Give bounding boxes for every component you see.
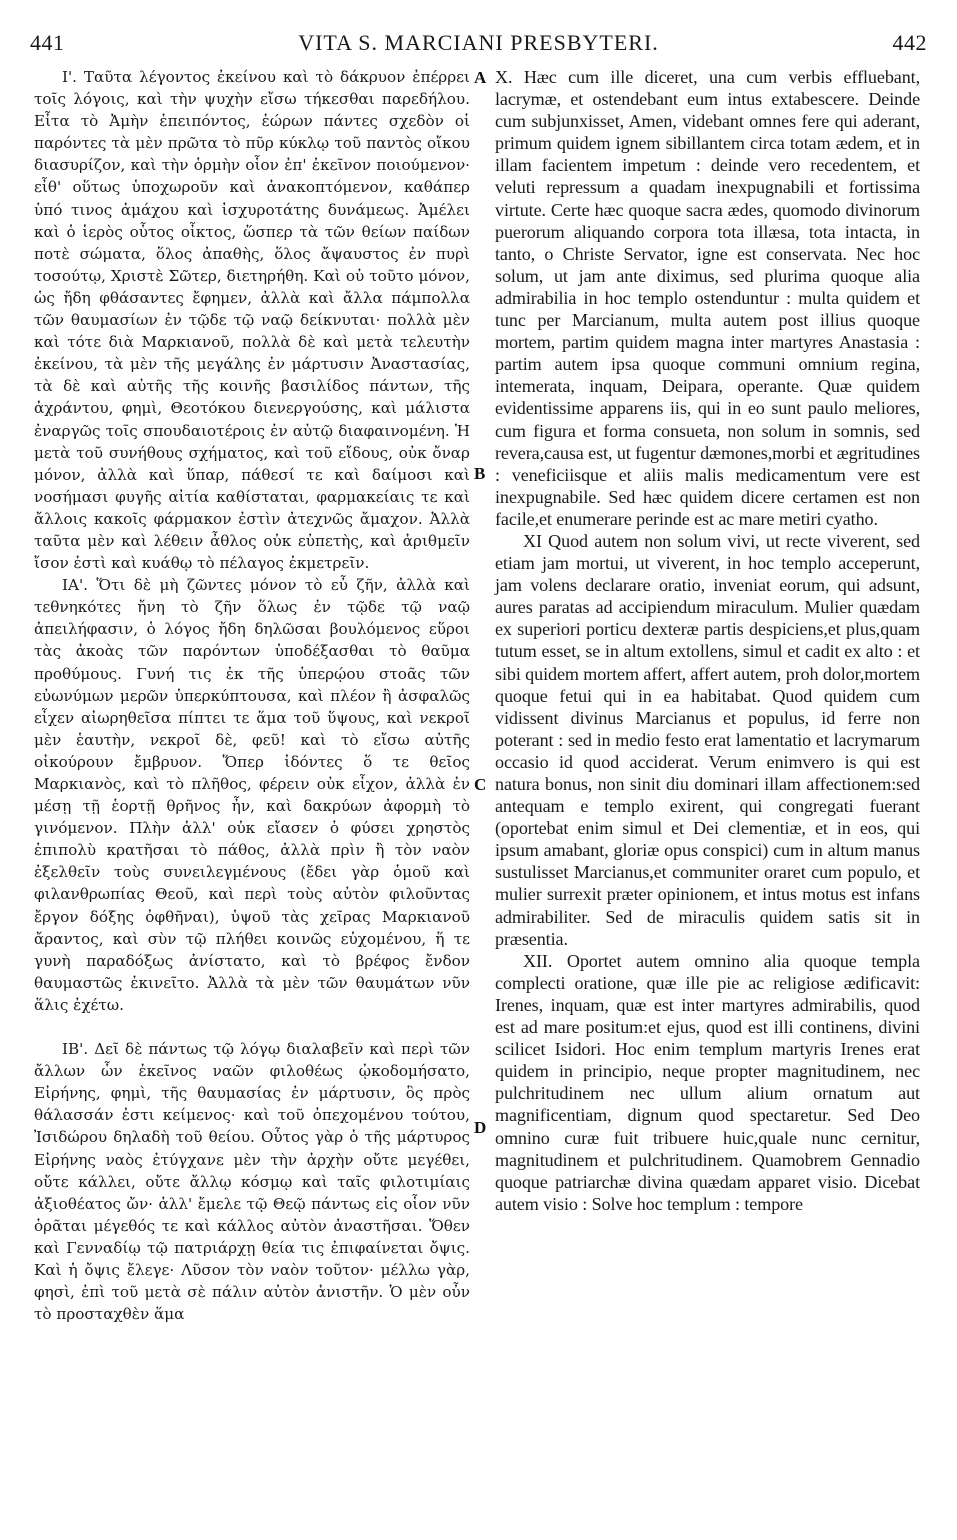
latin-paragraph-x: X. Hæc cum ille diceret, una cum verbis effluebant, lacrymæ, et ostendebant eum intus extabescere. Deinde cum subjunxisset, Amen, videbant omnes fere qui aderant, primum quidem ignem sibillantem circa totam ædem, et in illam facientem impetum : deinde vero recedentem, et veluti repressum a quadam inexpugnabili et fortissima virtute. Certe hæc quoque sacra ædes, quomodo divinorum puerorum aliquando corpora tota illæsa, tota intacta, in tanto, o Christe Servator, igne est conservata. Nec hoc solum, ut jam ante diximus, sed plurima quoque alia admirabilia in hoc templo ostenduntur : multa quidem et tunc per Marcianum, multa autem post illius quoque mortem, partim quidem magna inter martyres Anastasia : partim autem ipsa quoque communi omnium regina, intemerata, inquam, Deipara, operante. Quæ quidem evidentissime apparens iis, qui in eo sunt paulo meliores, cum figura et forma consueta, non solum in somnis, sed revera,causa est, ut fugentur dæmones,morbi et ægritudines : veneficiisque et aliis malis medicamentum vere est inexpugnabile. Sed hæc quidem dicere certamen est non facile,et enumerare perinde est ac mare metiri cyatho.: [495, 67, 920, 529]
margin-letter-b: B: [474, 464, 486, 483]
margin-letter-a: A: [474, 68, 487, 87]
margin-letter-d: D: [474, 1118, 487, 1137]
greek-paragraph-10: Ι'. Ταῦτα λέγοντος ἐκείνου καὶ τὸ δάκρυον ἐπέρρει τοῖς λόγοις, καὶ τὴν ψυχὴν εἴσω τήκεσθαι παρεδήλου. Εἶτα τὸ Ἀμὴν ἐπειπόντος, ἑώρων πάντες σχεδὸν οἱ παρόντες τὰ μὲν πρῶτα τὸ πῦρ κύκλῳ τοῦ παντὸς οἴκου διασυρίζον, καὶ τὴν ὁρμὴν οἷον ἐπ' ἐκεῖνον ποιούμενον· εἶθ' οὕτως ὑποχωροῦν καὶ ἀνακοπτόμενον, καθάπερ ὑπό τινος ἀμάχου καὶ ἰσχυροτάτης δυνάμεως. Ἀμέλει καὶ ὁ ἱερὸς οὗτος οἶκτος, ὥσπερ τὰ τῶν θείων παίδων ποτὲ σώματα, ὅλος ἀπαθὴς, ὅλος ἄψαυστος ἐν πυρὶ τοσούτῳ, Χριστὲ Σῶτερ, διετηρήθη. Καὶ οὐ τοῦτο μόνον, ὡς ἤδη φθάσαντες ἔφημεν, ἀλλὰ καὶ ἄλλα πάμπολλα τῶν θαυμασίων ἐν τῷδε τῷ ναῷ δείκνυται· πολλὰ μὲν καὶ τότε διὰ Μαρκιανοῦ, πολλὰ δὲ καὶ μετὰ τελευτὴν ἐκείνου, τὰ μὲν τῆς μεγάλης ἐν μάρτυσιν Ἀναστασίας, τὰ δὲ καὶ αὐτῆς τῆς κοινῆς βασιλίδος πάντων, τῆς ἀχράντου, φημὶ, Θεοτόκου διενεργούσης, καὶ μάλιστα ἐναργῶς τοῖς σπουδαιοτέροις ἐν αὐτῷ διαφαινομένη. Ἡ μετὰ τοῦ συνήθους σχήματος, καὶ τοῦ εἴδους, οὐκ ὄναρ μόνον, ἀλλὰ καὶ ὕπαρ, πάθεσί τε καὶ δαίμοσι καὶ νοσήμασι φυγῆς αἰτία καθίσταται, φαρμακείαις τε καὶ ἄλλοις κακοῖς φάρμακον ἐστὶν ἀτεχνῶς ἄμαχον. Ἀλλὰ ταῦτα μὲν καὶ λέθειν ἆθλος οὐκ εὐπετὴς, καὶ ἀριθμεῖν ἴσον ἐστὶ καὶ κυάθῳ τὸ πέλαγος ἐκμετρεῖν.: [34, 68, 470, 573]
latin-paragraph-xii: XII. Oportet autem omnino alia quoque templa complecti oratione, quæ ille pie ac religiose ædificavit: Irenes, inquam, quæ est inter martyres admirabilis, quod est ad mare positum:et ejus, quod est illi continens, divini scilicet Isidori. Hoc enim templum martyris Irenes erat quidem in principio, neque propter magnitudinem, nec pulchritudinem nec ullum alium ornatum aut magnificentiam, dignum quod spectaretur. Sed Deo omnino curæ fuit tribuere huic,quale nunc cernitur, magnitudinem et pulchritudinem. Quamobrem Gennadio quoque patriarchæ divina quædam apparet visio. Dicebat autem visio : Solve hoc templum : tempore: [495, 950, 920, 1214]
greek-paragraph-12: ΙΒ'. Δεῖ δὲ πάντως τῷ λόγῳ διαλαβεῖν καὶ περὶ τῶν ἄλλων ὧν ἐκεῖνος ναῶν φιλοθέως ᾠκοδομήσατο, Εἰρήνης, φημὶ, τῆς θαυμασίας ἐν μάρτυσιν, ὃς πρὸς θάλασσάν ἐστι κείμενος· καὶ τοῦ ὀπεχομένου τούτου, Ἰσιδώρου δηλαδὴ τοῦ θείου. Οὗτος γὰρ ὁ τῆς μάρτυρος Εἰρήνης ναὸς ἐτύγχανε μὲν τὴν ἀρχὴν οὔτε μεγέθει, οὔτε κάλλει, οὔτε ἄλλῳ κόσμῳ καὶ ταῖς φιλοτιμίαις ἀξιοθέατος ὤν· ἀλλ' ἔμελε τῷ Θεῷ πάντως εἰς οἷον νῦν ὁρᾶται μέγεθός τε καὶ κάλλος αὐτὸν ἀναστῆσαι. Ὅθεν καὶ Γενναδίῳ τῷ πατριάρχῃ θεία τις ἐπιφαίνεται ὄψις. Καὶ ἡ ὄψις ἔλεγε· Λῦσον τὸν ναὸν τοῦτον· μέλλω γὰρ, φησὶ, ἐπὶ τοῦ μετὰ σὲ πάλιν αὐτὸν ἀνιστῆν. Ὁ μὲν οὖν τὸ προσταχθὲν ἅμα: [34, 1040, 470, 1324]
running-header: [30, 30, 927, 60]
greek-paragraph-11: ΙΑ'. Ὅτι δὲ μὴ ζῶντες μόνον τὸ εὖ ζῆν, ἀλλὰ καὶ τεθνηκότες ἤνη τὸ ζῆν ὅλως ἐν τῷδε τῷ ναῷ ἀπειλήφασιν, ὁ λόγος ἤδη δηλῶσαι βουλόμενος εὕροι τὰς ἀκοὰς τῶν παρόντων ὑποδέξασθαι τὸ θαῦμα προθύμους. Γυνή τις ἐκ τῆς ὑπερῴου στοᾶς τῶν εὐωνύμων μερῶν ὑπερκύπτουσα, καὶ πλέον ἢ ἀσφαλῶς εἶχεν αἰωρηθεῖσα πίπτει τε ἅμα τοῦ ὕψους, καὶ νεκροῖ μὲν ἑαυτὴν, νεκροῖ δὲ, φεῦ! καὶ τὸ εἴσω αὐτῆς οἰκούρουν ἔμβρυον. Ὅπερ ἰδόντες ὅ τε θεῖος Μαρκιανὸς, καὶ τὸ πλῆθος, φέρειν οὐκ εἶχον, ἀλλὰ ἐν μέσῃ τῇ ἑορτῇ θρῆνος ἦν, καὶ δακρύων ἀφορμὴ τὸ γινόμενον. Πλὴν ἀλλ' οὐκ εἴασεν ὁ φύσει χρηστὸς ἐπιπολὺ κρατῆσαι τὸ πάθος, ἀλλὰ πρὶν ἢ τὸν ναὸν ἐξελθεῖν τοὺς συνειλεγμένους (ἔδει γὰρ ὁμοῦ καὶ φιλανθρωπίας Θεοῦ, καὶ περὶ τοὺς αὐτὸν φιλοῦντας ἔργον δόξης ὀφθῆναι), ὑψοῦ τὰς χεῖρας Μαρκιανοῦ ἄραντος, καὶ σὺν τῷ πλήθει κοινῶς εὐχομένου, ἥ τε γυνὴ παραδόξως ἀνίστατο, καὶ τὸ βρέφος ἔνδον θαυμαστῶς ἐκινεῖτο. Ἀλλὰ τὰ μὲν τῶν θαυμάτων νῦν ἅλις ἐχέτω.: [34, 576, 470, 1014]
page-number-right: 442: [892, 30, 927, 55]
latin-column: [495, 66, 920, 1215]
greek-column: [34, 66, 470, 1325]
latin-paragraph-xi: XI Quod autem non solum vivi, ut recte viverent, sed etiam jam mortui, ut viverent, in hoc templo acceperunt, jam volens declarare oratio, inveniat eorum, qui adsunt, aures paratas ad accipiendum miraculum. Mulier quædam ex superiori porticu dexteræ partis despiciens,et plus,quam tutum esset, se in altum extollens, simul et cadit ex alto : et sibi quidem mortem affert, affert autem, proh dolor,mortem quoque fetui qui in ea habitabat. Quod quidem cum vidissent divinus Marcianus et populus, id ferre non poterant : sed in medio festo erat lamentatio et lacrymarum occasio id quod acciderat. Verum enimvero is qui est natura bonus, non sinit diu dominari illam affectionem:sed antequam e templo exirent, qui congregati fuerant (oportebat enim simul et Dei clementiæ, et in eos, qui ipsum amabant, gloriæ opus conspici) cum in altum manus sustulisset Marcianus,et communiter oraret cum populo, et mulier surrexit præter opinionem, et intus motus est infans admirabiliter. Sed de miraculis quidem satis sit in præsentia.: [495, 530, 920, 949]
page-number-left: 441: [30, 30, 65, 55]
margin-letter-c: C: [474, 775, 487, 794]
running-title: VITA S. MARCIANI PRESBYTERI.: [298, 30, 659, 55]
